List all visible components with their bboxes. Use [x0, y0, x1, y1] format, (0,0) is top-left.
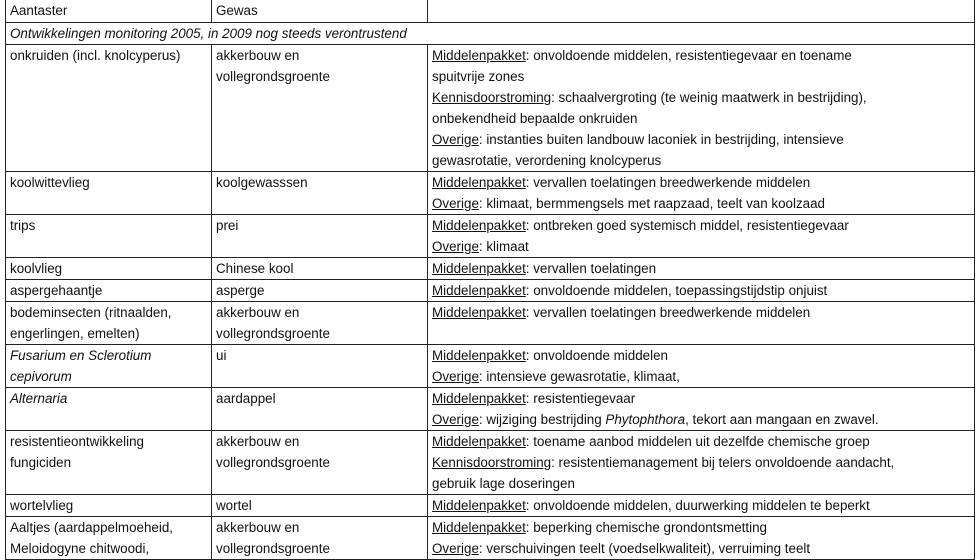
note-text-after: , tekort aan mangaan en zwavel. — [685, 412, 879, 427]
aantaster-text: Alternaria — [10, 391, 68, 406]
header-aantaster: Aantaster — [6, 0, 212, 23]
note-text: : vervallen toelatingen breedwerkende middelen — [525, 305, 811, 320]
cell-gewas — [212, 345, 428, 388]
cell-notes — [428, 302, 975, 345]
cell-gewas — [212, 45, 428, 172]
pest-table — [5, 0, 975, 560]
cell-notes — [428, 258, 975, 280]
aantaster-text: koolwittevlieg — [10, 175, 90, 190]
table-row — [6, 495, 975, 517]
cell-aantaster — [6, 302, 212, 345]
cell-gewas — [212, 517, 428, 560]
note-category: Overige — [432, 541, 479, 556]
table-row — [6, 388, 975, 431]
cell-gewas — [212, 431, 428, 495]
note-line — [432, 302, 970, 323]
note-text: : onvoldoende middelen, toepassingstijdstip onjuist — [525, 283, 828, 298]
aantaster-text: bodeminsecten (ritnaalden, — [10, 305, 172, 320]
note-category: Middelenpakket — [432, 434, 526, 449]
note-category: Middelenpakket — [432, 175, 526, 190]
note-text: : resistentiegevaar — [525, 391, 636, 406]
cell-notes — [428, 517, 975, 560]
gewas-text: vollegrondsgroente — [216, 541, 330, 556]
aantaster-text: onkruiden (incl. knolcyperus) — [10, 48, 181, 63]
note-category: Middelenpakket — [432, 498, 526, 513]
note-italic-text: Phytophthora — [605, 412, 686, 427]
note-text: : instanties buiten landbouw laconiek in bestrijding, intensieve — [478, 132, 844, 147]
cell-aantaster — [6, 280, 212, 302]
header-notes — [428, 0, 975, 23]
note-text: : schaalvergroting (te weinig maatwerk in bestrijding), — [551, 90, 867, 105]
note-text: : vervallen toelatingen breedwerkende middelen — [525, 175, 811, 190]
gewas-text: akkerbouw en — [216, 48, 300, 63]
note-line — [432, 258, 970, 279]
cell-notes — [428, 280, 975, 302]
aantaster-text: Fusarium en Sclerotium — [10, 348, 152, 363]
gewas-text: koolgewasssen — [216, 175, 308, 190]
note-category: Kennisdoorstroming — [432, 455, 552, 470]
note-continuation: gebruik lage doseringen — [432, 476, 575, 491]
gewas-text: akkerbouw en — [216, 520, 300, 535]
cell-aantaster — [6, 388, 212, 431]
gewas-text: vollegrondsgroente — [216, 69, 330, 84]
note-line — [432, 215, 970, 236]
note-line — [432, 517, 970, 538]
gewas-text: ui — [216, 348, 227, 363]
note-line — [432, 236, 970, 257]
aantaster-text: Meloidogyne chitwoodi, — [10, 541, 150, 556]
note-text: : onvoldoende middelen — [525, 348, 668, 363]
cell-aantaster — [6, 215, 212, 258]
note-category: Middelenpakket — [432, 48, 526, 63]
gewas-text: vollegrondsgroente — [216, 455, 330, 470]
cell-gewas — [212, 215, 428, 258]
note-category: Kennisdoorstroming — [432, 90, 552, 105]
cell-notes — [428, 345, 975, 388]
note-category: Middelenpakket — [432, 218, 526, 233]
subheading: Ontwikkelingen monitoring 2005, in 2009 nog steeds verontrustend — [6, 23, 975, 45]
gewas-text: Chinese kool — [216, 261, 294, 276]
cell-gewas — [212, 258, 428, 280]
note-text: : onvoldoende middelen, resistentiegevaar en toename — [525, 48, 852, 63]
note-category: Middelenpakket — [432, 283, 526, 298]
table-row — [6, 258, 975, 280]
gewas-text: wortel — [216, 498, 252, 513]
cell-gewas — [212, 495, 428, 517]
note-line — [432, 345, 970, 366]
table-row — [6, 302, 975, 345]
cell-aantaster — [6, 258, 212, 280]
gewas-text: akkerbouw en — [216, 305, 300, 320]
aantaster-text: cepivorum — [10, 369, 72, 384]
cell-notes — [428, 388, 975, 431]
note-line — [432, 409, 970, 430]
note-line — [432, 87, 970, 108]
cell-aantaster — [6, 495, 212, 517]
note-category: Middelenpakket — [432, 520, 526, 535]
note-text: : resistentiemanagement bij telers onvoldoende aandacht, — [551, 455, 895, 470]
note-category: Middelenpakket — [432, 261, 526, 276]
note-line — [432, 280, 970, 301]
table-row — [6, 45, 975, 172]
cell-notes — [428, 215, 975, 258]
aantaster-text: koolvlieg — [10, 261, 63, 276]
table-row — [6, 215, 975, 258]
cell-notes — [428, 431, 975, 495]
note-continuation: onbekendheid bepaalde onkruiden — [432, 111, 638, 126]
table-row — [6, 431, 975, 495]
table-row — [6, 280, 975, 302]
aantaster-text: engerlingen, emelten) — [10, 326, 140, 341]
note-text: : toename aanbod middelen uit dezelfde chemische groep — [525, 434, 870, 449]
cell-notes — [428, 172, 975, 215]
note-category: Overige — [432, 132, 479, 147]
note-line — [432, 452, 970, 473]
note-text: : wijziging bestrijding — [478, 412, 606, 427]
cell-notes — [428, 45, 975, 172]
note-line — [432, 538, 970, 559]
gewas-text: akkerbouw en — [216, 434, 300, 449]
note-text: : ontbreken goed systemisch middel, resistentiegevaar — [525, 218, 849, 233]
aantaster-text: wortelvlieg — [10, 498, 74, 513]
table-row — [6, 172, 975, 215]
note-text: : vervallen toelatingen — [525, 261, 657, 276]
table-row — [6, 345, 975, 388]
note-line — [432, 495, 970, 516]
subheading-row — [6, 23, 975, 45]
note-text: : onvoldoende middelen, duurwerking middelen te beperkt — [525, 498, 870, 513]
cell-aantaster — [6, 172, 212, 215]
note-category: Overige — [432, 412, 479, 427]
cell-aantaster — [6, 45, 212, 172]
note-line — [432, 193, 970, 214]
note-continuation: spuitvrije zones — [432, 69, 525, 84]
cell-aantaster — [6, 345, 212, 388]
note-line — [432, 129, 970, 150]
cell-aantaster — [6, 431, 212, 495]
table-body — [6, 0, 975, 560]
note-line — [432, 366, 970, 387]
aantaster-text: resistentieontwikkeling — [10, 434, 144, 449]
note-category: Overige — [432, 239, 479, 254]
header-gewas: Gewas — [212, 0, 428, 23]
note-text: : beperking chemische grondontsmetting — [525, 520, 767, 535]
note-line — [432, 431, 970, 452]
aantaster-text: aspergehaantje — [10, 283, 103, 298]
note-text: : verschuivingen teelt (voedselkwaliteit), verruiming teelt — [478, 541, 811, 556]
aantaster-text: fungiciden — [10, 455, 72, 470]
cell-gewas — [212, 388, 428, 431]
aantaster-text: Aaltjes (aardappelmoeheid, — [10, 520, 174, 535]
cell-aantaster — [6, 517, 212, 560]
note-category: Middelenpakket — [432, 348, 526, 363]
note-category: Overige — [432, 196, 479, 211]
gewas-text: asperge — [216, 283, 265, 298]
cell-notes — [428, 495, 975, 517]
note-category: Middelenpakket — [432, 305, 526, 320]
cell-gewas — [212, 302, 428, 345]
note-line — [432, 45, 970, 66]
note-category: Middelenpakket — [432, 391, 526, 406]
gewas-text: prei — [216, 218, 239, 233]
table-row — [6, 517, 975, 560]
gewas-text: vollegrondsgroente — [216, 326, 330, 341]
aantaster-text: trips — [10, 218, 36, 233]
note-continuation: gewasrotatie, verordening knolcyperus — [432, 153, 662, 168]
note-category: Overige — [432, 369, 479, 384]
note-line — [432, 388, 970, 409]
gewas-text: aardappel — [216, 391, 276, 406]
note-line — [432, 172, 970, 193]
cell-gewas — [212, 172, 428, 215]
note-text: : klimaat — [478, 239, 529, 254]
note-text: : klimaat, bermmengsels met raapzaad, teelt van koolzaad — [478, 196, 825, 211]
note-text: : intensieve gewasrotatie, klimaat, — [478, 369, 680, 384]
cell-gewas — [212, 280, 428, 302]
header-row — [6, 0, 975, 23]
